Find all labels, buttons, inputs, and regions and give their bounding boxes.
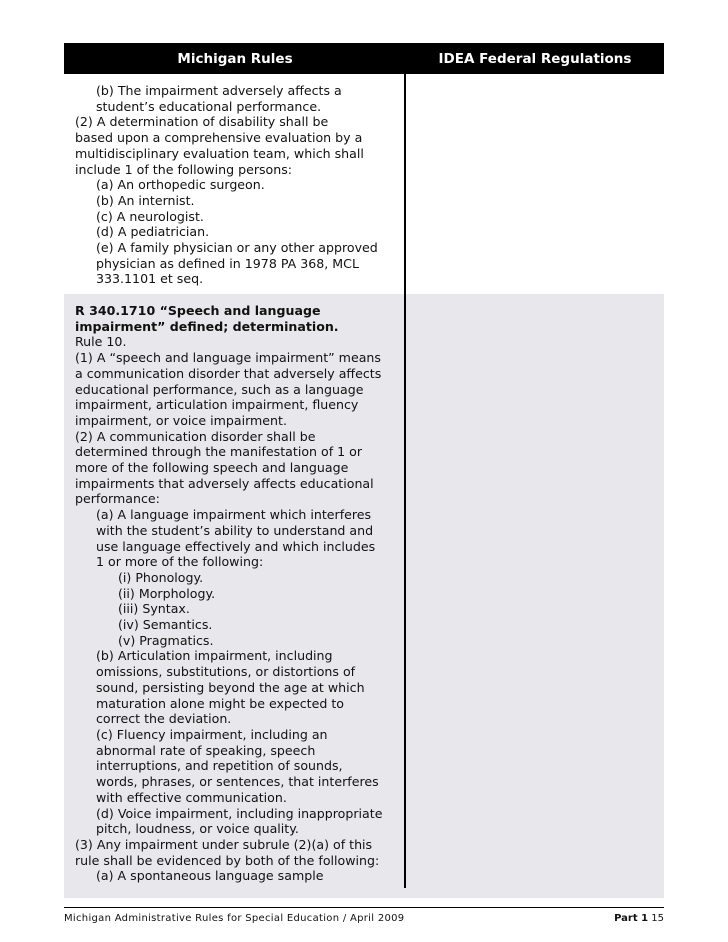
text-line: (1) A “speech and language impairment” means [75,350,381,366]
footer-part-label: Part 1 [614,913,649,924]
text-line: student’s educational performance. [96,98,322,114]
footer-divider [64,907,664,908]
text-line: (e) A family physician or any other approved [96,240,378,256]
footer-document-title: Michigan Administrative Rules for Special Education / April 2009 [64,913,405,924]
text-line: more of the following speech and language [75,460,349,476]
text-line: (a) An orthopedic surgeon. [96,177,265,193]
text-line: (b) Articulation impairment, including [96,648,333,664]
text-line: (i) Phonology. [118,569,204,585]
section1-text [75,83,400,287]
column-header-michigan-rules: Michigan Rules [177,51,293,67]
text-line: abnormal rate of speaking, speech [96,742,316,758]
text-line: (b) An internist. [96,192,195,208]
text-line: performance: [75,491,160,507]
text-line: (v) Pragmatics. [118,632,214,648]
text-line: (c) A neurologist. [96,208,204,224]
text-line: interruptions, and repetition of sounds, [96,758,343,774]
text-line: educational performance, such as a language [75,381,364,397]
section2-text [75,303,400,884]
text-line: rule shall be evidenced by both of the following: [75,852,380,868]
text-line: impairments that adversely affects educational [75,475,374,491]
text-line: maturation alone might be expected to [96,695,344,711]
text-line: (iii) Syntax. [118,601,190,617]
text-line: (b) The impairment adversely affects a [96,83,342,98]
text-line: a communication disorder that adversely affects [75,365,382,381]
text-line: include 1 of the following persons: [75,161,293,177]
rule-heading: R 340.1710 “Speech and language [75,303,321,318]
footer-page-number: 15 [651,913,664,924]
text-line: pitch, loudness, or voice quality. [96,821,299,837]
text-line: (a) A spontaneous language sample [96,868,324,884]
text-line: multidisciplinary evaluation team, which shall [75,145,364,161]
text-line: physician as defined in 1978 PA 368, MCL [96,255,359,271]
text-line: (2) A determination of disability shall be [75,114,329,130]
text-line: 333.1101 et seq. [96,271,204,287]
text-line: (2) A communication disorder shall be [75,428,316,444]
text-line: use language effectively and which includes [96,538,376,554]
text-line: (d) A pediatrician. [96,224,210,240]
text-line: (iv) Semantics. [118,617,213,633]
text-line: words, phrases, or sentences, that interferes [96,774,379,790]
text-line: 1 or more of the following: [96,554,264,570]
rule-heading: impairment” defined; determination. [75,318,339,334]
text-line: based upon a comprehensive evaluation by a [75,130,363,146]
text-line: (3) Any impairment under subrule (2)(a) of this [75,836,373,852]
text-line: impairment, articulation impairment, fluency [75,397,359,413]
text-line: (a) A language impairment which interferes [96,507,372,523]
table-header [64,43,664,74]
column-divider [404,74,406,888]
text-line: (ii) Morphology. [118,585,216,601]
text-line: (c) Fluency impairment, including an [96,726,328,742]
text-line: determined through the manifestation of 1 or [75,444,363,460]
column-header-idea-federal-regulations: IDEA Federal Regulations [438,51,632,67]
text-line: impairment, or voice impairment. [75,412,287,428]
text-line: (d) Voice impairment, including inappropriate [96,805,383,821]
text-line: omissions, substitutions, or distortions of [96,664,356,680]
footer-page-indicator [614,913,664,924]
text-line: Rule 10. [75,334,127,350]
text-line: with the student’s ability to understand and [96,522,374,538]
text-line: with effective communication. [96,789,287,805]
text-line: sound, persisting beyond the age at which [96,679,365,695]
text-line: correct the deviation. [96,711,232,727]
